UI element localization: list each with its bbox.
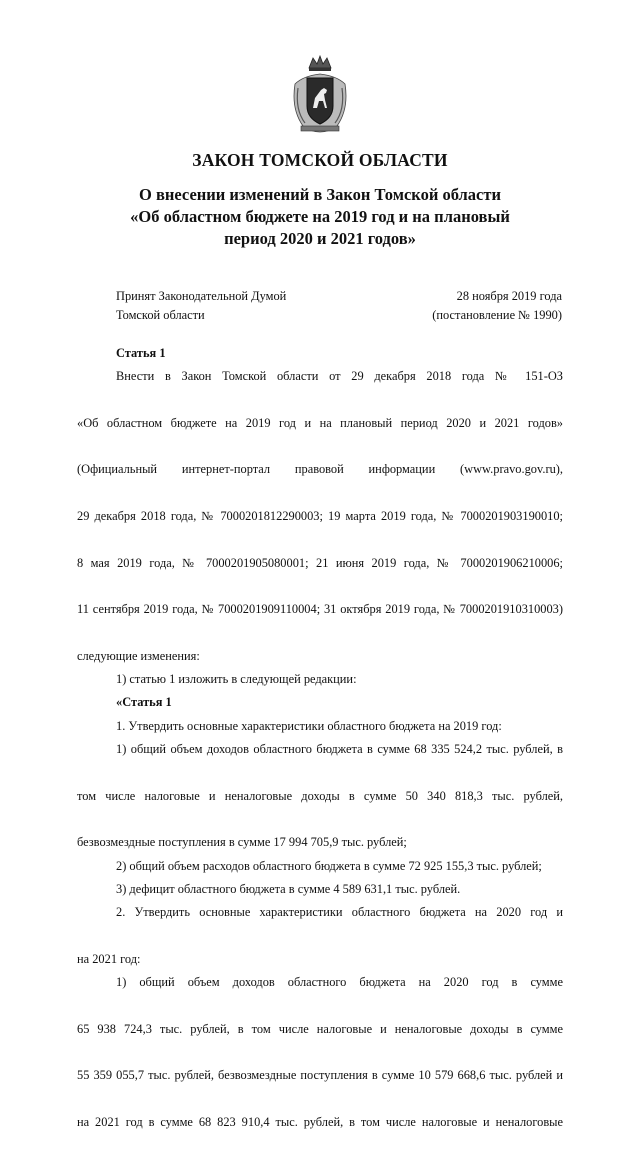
body-line: 1) общий объем доходов областного бюджета в сумме 68 335 524,2 тыс. рублей, в <box>116 742 563 757</box>
adoption-date: 28 ноября 2019 года <box>456 289 562 303</box>
body-line: на 2021 год в сумме 68 823 910,4 тыс. рублей, в том числе налоговые и неналоговые <box>77 1114 563 1129</box>
body-line: 2. Утвердить основные характеристики областного бюджета на 2020 год и <box>116 905 563 920</box>
body-line: 2) общий объем расходов областного бюджета в сумме 72 925 155,3 тыс. рублей; <box>116 858 542 873</box>
law-title: ЗАКОН ТОМСКОЙ ОБЛАСТИ <box>192 150 448 170</box>
adoption-info <box>116 287 286 325</box>
subtitle-line: О внесении изменений в Закон Томской области <box>139 185 501 204</box>
document-body <box>77 342 563 1157</box>
quoted-article-heading: «Статья 1 <box>116 695 172 710</box>
body-line: «Об областном бюджете на 2019 год и на плановый период 2020 и 2021 годов» <box>77 415 563 430</box>
subtitle-line: «Об областном бюджете на 2019 год и на плановый <box>130 207 510 226</box>
body-line: Внести в Закон Томской области от 29 декабря 2018 года № 151-ОЗ <box>116 369 563 384</box>
coat-of-arms-icon <box>289 54 351 134</box>
body-line: 8 мая 2019 года, № 7000201905080001; 21 июня 2019 года, № 7000201906210006; <box>77 555 563 570</box>
body-line: 1) общий объем доходов областного бюджета на 2020 год в сумме <box>116 975 563 990</box>
body-line: 1) статью 1 изложить в следующей редакции: <box>116 672 357 687</box>
body-line: 3) дефицит областного бюджета в сумме 4 589 631,1 тыс. рублей. <box>116 881 461 896</box>
body-line: 55 359 055,7 тыс. рублей, безвозмездные поступления в сумме 10 579 668,6 тыс. рублей и <box>77 1068 563 1083</box>
body-line: следующие изменения: <box>77 648 200 663</box>
body-line: 1. Утвердить основные характеристики областного бюджета на 2019 год: <box>116 718 502 733</box>
subtitle-line: период 2020 и 2021 годов» <box>224 229 416 248</box>
body-line: (Официальный интернет-портал правовой информации (www.pravo.gov.ru), <box>77 462 563 477</box>
adopted-by: Принят Законодательной Думой <box>116 289 287 303</box>
article-heading: Статья 1 <box>116 346 166 360</box>
law-subtitle <box>0 184 640 250</box>
body-line: безвозмездные поступления в сумме 17 994 705,9 тыс. рублей; <box>77 835 407 850</box>
body-line: 29 декабря 2018 года, № 7000201812290003; 19 марта 2019 года, № 7000201903190010; <box>77 509 563 524</box>
body-line: 11 сентября 2019 года, № 7000201909110004; 31 октября 2019 года, № 7000201910310003) <box>77 602 563 617</box>
adoption-date-block <box>432 287 562 325</box>
adopted-by-region: Томской области <box>116 308 205 322</box>
body-line: на 2021 год: <box>77 951 141 966</box>
body-line: 65 938 724,3 тыс. рублей, в том числе налоговые и неналоговые доходы в сумме <box>77 1021 563 1036</box>
body-line: том числе налоговые и неналоговые доходы в сумме 50 340 818,3 тыс. рублей, <box>77 788 563 803</box>
resolution-number: (постановление № 1990) <box>432 308 562 322</box>
